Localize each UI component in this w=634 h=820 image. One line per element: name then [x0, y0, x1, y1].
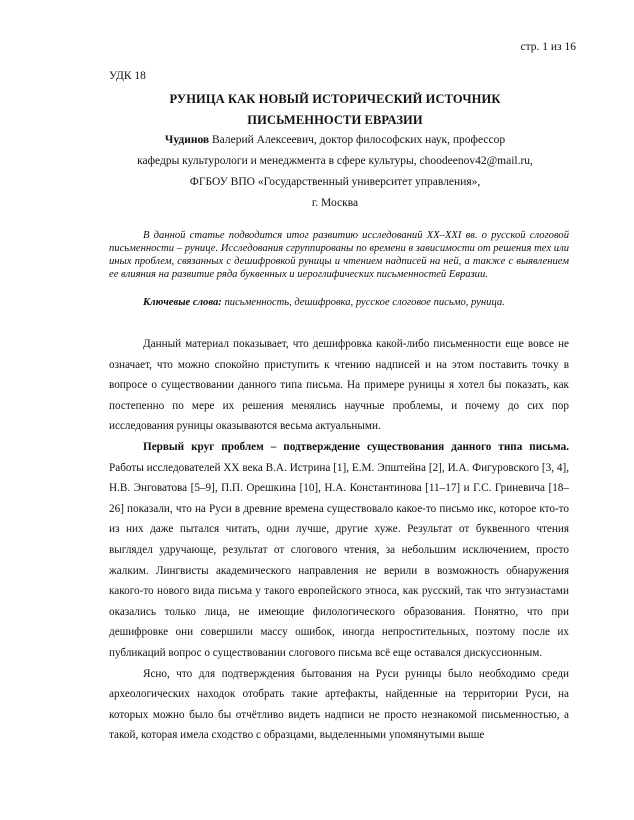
paragraph-2-lead: Первый круг проблем – подтверждение существования данного типа письма.	[143, 440, 569, 453]
paragraph-3: Ясно, что для подтверждения бытования на Руси руницы было необходимо среди археологических находок отобрать такие артефакты, найденные на территории Руси, на которых можно было бы отчётливо видеть надписи не просто незнакомой письменностью, а такой, которая имела сходство с образцами, выделенными упомянутыми выше	[109, 667, 569, 742]
author-institution: ФГБОУ ВПО «Государственный университет управления»,	[189, 176, 481, 188]
author-info	[100, 130, 570, 214]
paragraph-2	[109, 437, 569, 664]
page-number: стр. 1 из 16	[520, 41, 576, 53]
author-credentials: Валерий Алексеевич, доктор философских наук, профессор	[209, 134, 506, 146]
article-title	[100, 89, 570, 131]
author-surname: Чудинов	[164, 134, 210, 146]
keywords-label: Ключевые слова:	[143, 297, 222, 308]
paragraph-2-text: Работы исследователей XX века В.А. Истрина [1], Е.М. Эпштейна [2], И.А. Фигуровского [3, 4], Н.В. Энговатова [5–9], П.П. Орешкина [10], Н.А. Константинова [11–17] и Г.С. Гриневича [18–26] показали, что на Руси в древние времена существовало какое-то письмо икс, которое кто-то из них даже пытался читать, одни лучше, другие хуже. Результат от буквенного чтения выглядел удручающе, результат от слогового чтения, за небольшим исключением, просто жалким. Лингвисты академического направления не верили в возможность обнаружения какого-то нового вида письма у такого европейского этноса, как русский, так что энтузиастами оказались только лица, не имеющие филологического образования. Понятно, что при дешифровке они совершили массу ошибок, иногда непростительных, поэтому после их публикаций вопрос о существовании слогового письма всё еще оставался дискуссионным.	[109, 461, 569, 659]
abstract: В данной статье подводится итог развитию исследований XX–XXI вв. о русской слоговой письменности – рунице. Исследования сгруппированы по времени в зависимости от решения тех или иных проблем, связанных с дешифровкой руницы и чтением надписей на ней, а также с выявлением ее влияния на развитие ряда буквенных и иероглифических письменностей Евразии.	[109, 230, 569, 280]
udk-code: УДК 18	[109, 70, 146, 82]
article-body	[109, 334, 569, 746]
keywords	[109, 296, 569, 309]
author-city: г. Москва	[311, 197, 359, 209]
title-line-1: РУНИЦА КАК НОВЫЙ ИСТОРИЧЕСКИЙ ИСТОЧНИК	[169, 92, 501, 106]
keywords-text: письменность, дешифровка, русское слоговое письмо, руница.	[221, 297, 505, 308]
author-line	[100, 130, 570, 151]
paragraph-1: Данный материал показывает, что дешифровка какой-либо письменности еще вовсе не означает, что можно спокойно приступить к чтению надписей и на этом поставить точку в вопросе о существовании данного типа письма. На примере руницы я хотел бы показать, как постепенно по мере их решения менялись научные проблемы, и почему до сих пор исследования руницы оказываются весьма актуальными.	[109, 338, 569, 433]
title-line-2: ПИСЬМЕННОСТИ ЕВРАЗИИ	[247, 113, 423, 127]
author-department: кафедры культурологи и менеджмента в сфере культуры, choodeenov42@mail.ru,	[137, 155, 533, 167]
